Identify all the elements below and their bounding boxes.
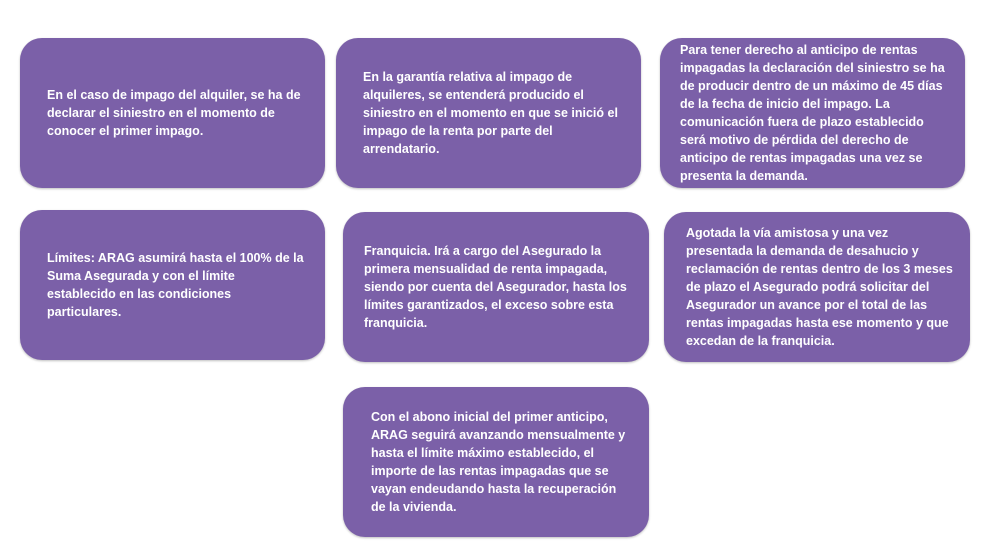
info-box-abono-anticipo xyxy=(343,387,649,537)
info-box-franquicia xyxy=(343,212,649,362)
info-box-text: En la garantía relativa al impago de alquileres, se entenderá producido el siniestro en el momento en que se inició el impago de la renta por parte del arrendatario. xyxy=(363,70,618,156)
info-box-text: En el caso de impago del alquiler, se ha de declarar el siniestro en el momento de conocer el primer impago. xyxy=(47,88,301,138)
info-box-text: Para tener derecho al anticipo de rentas impagadas la declaración del siniestro se ha de producir dentro de un máximo de 45 días de la fecha de inicio del impago. La comunicación fuera de plazo establecido será motivo de pérdida del derecho de anticipo de rentas impagadas una vez se presenta la demanda. xyxy=(680,43,945,183)
info-box-text: Franquicia. Irá a cargo del Asegurado la primera mensualidad de renta impagada, siendo por cuenta del Asegurador, hasta los límites garantizados, el exceso sobre esta franquicia. xyxy=(364,244,627,330)
info-box-limites xyxy=(20,210,325,360)
info-box-text: Agotada la vía amistosa y una vez presentada la demanda de desahucio y reclamación de rentas dentro de los 3 meses de plazo el Asegurado podrá solicitar del Asegurador un avance por el total de las rentas impagadas hasta ese momento y que excedan de la franquicia. xyxy=(686,226,953,348)
info-box-declaracion-impago xyxy=(20,38,325,188)
info-box-plazo-declaracion xyxy=(660,38,965,188)
info-box-text: Límites: ARAG asumirá hasta el 100% de la Suma Asegurada y con el límite establecido en las condiciones particulares. xyxy=(47,251,304,319)
info-box-siniestro-producido xyxy=(336,38,641,188)
info-box-avance-rentas xyxy=(664,212,970,362)
info-box-text: Con el abono inicial del primer anticipo, ARAG seguirá avanzando mensualmente y hasta el límite máximo establecido, el importe de las rentas impagadas que se vayan endeudando hasta la recuperación de la vivienda. xyxy=(371,410,626,514)
